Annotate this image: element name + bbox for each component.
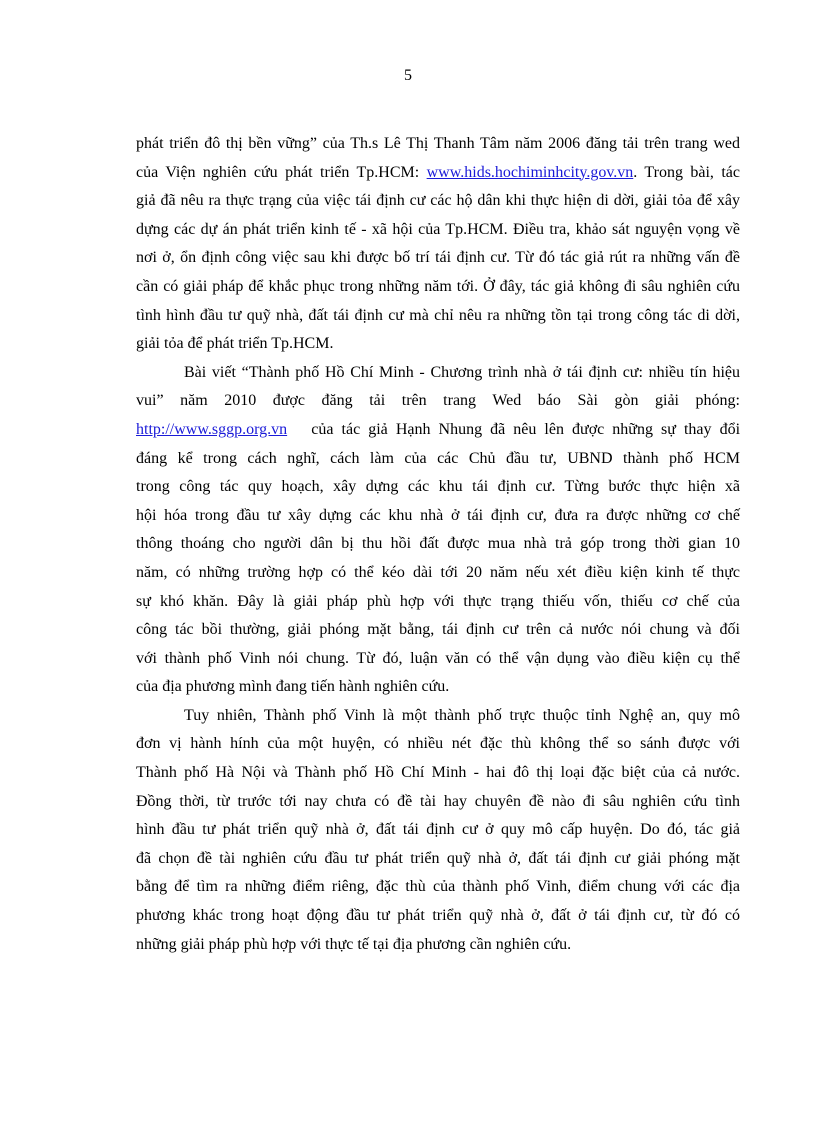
paragraph-1 (136, 130, 740, 359)
text-segment: . Trong bài, tác (633, 163, 741, 181)
paragraph-line: cần có giải pháp để khắc phục trong những năm tới. Ở đây, tác giả không đi sâu nghiên cứu (136, 277, 740, 295)
paragraph-line: của địa phương mình đang tiến hành nghiên cứu. (136, 678, 450, 696)
paragraph-line: vui” năm 2010 được đăng tải trên trang Wed báo Sài gòn giải phóng: (136, 392, 740, 410)
paragraph-line: tình hình đầu tư quỹ nhà, đất tái định cư mà chỉ nêu ra những tồn tại trong công tác di dời, (136, 306, 740, 324)
text-segment: của Viện nghiên cứu phát triển Tp.HCM: (136, 163, 420, 181)
paragraph-line: nơi ở, ổn định công việc sau khi được bố trí tái định cư. Từ đó tác giả rút ra những vấn đề (136, 249, 740, 267)
paragraph-line (136, 159, 740, 188)
paragraph-line: đã chọn đề tài nghiên cứu đầu tư phát triển quỹ nhà ở, đất tái định cư giải phóng mặt (136, 849, 740, 867)
body-text (136, 130, 740, 959)
paragraph-line: giải tỏa để phát triển Tp.HCM. (136, 335, 334, 353)
paragraph-line: công tác bồi thường, giải phóng mặt bằng, tái định cư trên cả nước nói chung và đối (136, 621, 740, 639)
paragraph-line: Thành phố Hà Nội và Thành phố Hồ Chí Minh - hai đô thị loại đặc biệt của cả nước. (136, 764, 740, 782)
paragraph-line: thông thoáng cho người dân bị thu hồi đất được mua nhà trả góp trong thời gian 10 (136, 535, 740, 553)
paragraph-line: dựng các dự án phát triển kinh tế - xã hội của Tp.HCM. Điều tra, khảo sát nguyện vọng về (136, 220, 740, 238)
paragraph-line: hội hóa trong đầu tư xây dựng các khu nhà ở tái định cư, đưa ra được những cơ chế (136, 506, 740, 524)
paragraph-line: Tuy nhiên, Thành phố Vinh là một thành phố trực thuộc tỉnh Nghệ an, quy mô (184, 706, 740, 724)
paragraph-line: đơn vị hành hính của một huyện, có nhiều nét đặc thù không thể so sánh được với (136, 735, 740, 753)
paragraph-line: trong công tác quy hoạch, xây dựng các khu tái định cư. Từng bước thực hiện xã (136, 478, 740, 496)
paragraph-line: Đồng thời, từ trước tới nay chưa có đề tài hay chuyên đề nào đi sâu nghiên cứu tình (136, 792, 740, 810)
paragraph-2 (136, 359, 740, 702)
paragraph-line: năm, có những trường hợp có thể kéo dài tới 20 năm nếu xét điều kiện kinh tế thực (136, 563, 740, 581)
paragraph-line: phương khác trong hoạt động đầu tư phát triển quỹ nhà ở, đất ở tái định cư, từ đó có (136, 907, 740, 925)
hids-website-link[interactable]: www.hids.hochiminhcity.gov.vn (426, 163, 634, 181)
page-number: 5 (404, 67, 412, 84)
paragraph-line: giả đã nêu ra thực trạng của việc tái định cư các hộ dân khi thực hiện di dời, giải tỏa để xây (136, 192, 740, 210)
paragraph-line: phát triển đô thị bền vững” của Th.s Lê Thị Thanh Tâm năm 2006 đăng tải trên trang wed (136, 135, 740, 152)
sggp-website-link[interactable]: http://www.sggp.org.vn (136, 420, 288, 438)
text-segment: của tác giả Hạnh Nhung đã nêu lên được những sự thay đổi (311, 420, 741, 438)
paragraph-line: bằng để tìm ra những điểm riêng, đặc thù của thành phố Vinh, điểm chung với các địa (136, 878, 740, 896)
paragraph-line: Bài viết “Thành phố Hồ Chí Minh - Chương trình nhà ở tái định cư: nhiều tín hiệu (184, 363, 740, 381)
paragraph-line: đáng kể trong cách nghĩ, cách làm của các Chủ đầu tư, UBND thành phố HCM (136, 449, 740, 467)
paragraph-line (136, 416, 740, 445)
paragraph-line: những giải pháp phù hợp với thực tế tại địa phương cần nghiên cứu. (136, 935, 572, 953)
paragraph-line: với thành phố Vinh nói chung. Từ đó, luận văn có thể vận dụng vào điều kiện cụ thể (136, 649, 740, 667)
paragraph-3 (136, 702, 740, 959)
paragraph-line: sự khó khăn. Đây là giải pháp phù hợp với thực trạng thiếu vốn, thiếu cơ chế của (136, 592, 740, 610)
paragraph-line: hình đầu tư phát triển quỹ nhà ở, đất tái định cư ở quy mô cấp huyện. Do đó, tác giả (136, 821, 740, 839)
